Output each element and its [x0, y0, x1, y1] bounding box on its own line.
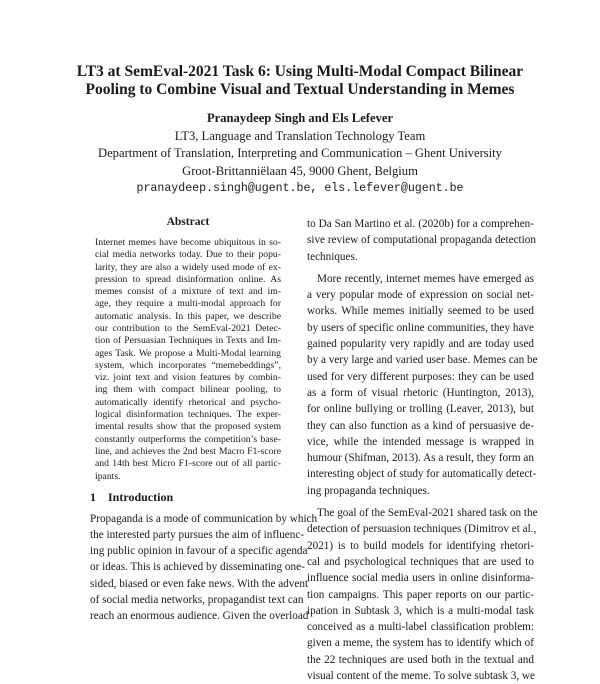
author-emails: pranaydeep.singh@ugent.be, els.lefever@ugent.be	[136, 182, 464, 195]
section-number: 1	[90, 489, 96, 504]
text-line: detection of persuasion techniques (Dimitrov et al.,	[307, 523, 537, 536]
right-paragraph-1	[307, 216, 534, 265]
text-line: ing public opinion in favour of a specific agenda	[90, 545, 308, 558]
text-line: a very popular mode of expression on social net-	[307, 289, 534, 302]
text-line: ing them with compact bilinear pooling, to	[95, 384, 281, 396]
text-line: for online bullying or trolling (Leaver, 2013), but	[307, 403, 534, 416]
text-line: More recently, internet memes have emerged as	[317, 272, 534, 285]
text-line: ipants.	[95, 470, 121, 482]
text-line: humour (Shifman, 2013). As a result, they form an	[307, 452, 534, 465]
text-line: sive review of computational propaganda detection	[307, 234, 536, 247]
text-line: given a meme, the system has to identify which of	[307, 637, 534, 650]
affiliation-department: Department of Translation, Interpreting and Communication – Ghent University	[98, 146, 502, 160]
text-line: used for very different purposes: they can be used	[307, 370, 534, 383]
text-line: Internet memes have become ubiquitous in so-	[95, 236, 281, 248]
right-column	[307, 216, 538, 684]
text-line: to Da San Martino et al. (2020b) for a comprehen-	[307, 218, 534, 230]
title-line-1: LT3 at SemEval-2021 Task 6: Using Multi-Modal Compact Bilinear	[76, 63, 524, 80]
text-line: as a form of visual rhetoric (Huntington, 2013),	[307, 386, 534, 399]
text-line: interesting object of study for automatically detect-	[307, 468, 537, 481]
text-line: vice, while the intended message is wrapped in	[307, 435, 534, 448]
text-line: tion of Persuasian Techniques in Texts and Im-	[95, 335, 281, 347]
left-column	[90, 216, 318, 624]
text-line: ages Task. We propose a Multi-Modal learning	[95, 347, 281, 359]
text-line: age, they require a multi-modal approach for	[95, 298, 281, 310]
text-line: cial media networks today. Due to their popu-	[95, 249, 281, 261]
introduction-paragraph	[90, 511, 318, 624]
text-line: they can also function as a kind of persuasive de-	[307, 419, 534, 432]
text-line: gained popularity very rapidly and are today used	[307, 338, 534, 351]
text-line: larity, they are also a widely used mode of ex-	[95, 261, 281, 273]
abstract-body	[90, 237, 286, 483]
text-line: Propaganda is a mode of communication by which	[90, 512, 318, 525]
text-line: techniques.	[307, 250, 358, 263]
paper-title	[40, 63, 560, 99]
author-block	[40, 110, 560, 198]
text-line: sided, biased or even fake news. With the advent	[90, 577, 309, 590]
text-line: cal and psychological techniques that are used to	[307, 555, 534, 568]
text-line: system, which incorporates “memebeddings”,	[95, 359, 281, 371]
text-line: pression to spread disinformation online. As	[95, 273, 281, 285]
text-line: 2021) is to build models for identifying rhetori-	[307, 539, 534, 552]
text-line: the interested party pursues the aim of influenc-	[90, 528, 305, 541]
text-line: the 22 techniques are used both in the textual and	[307, 653, 534, 666]
section-heading-introduction	[90, 491, 286, 505]
text-line: ipation in Subtask 3, which is a multi-modal task	[307, 604, 534, 617]
text-line: logical disinformation techniques. The exper-	[95, 409, 281, 421]
text-line: automatically identify rhetorical and psycho-	[95, 396, 281, 408]
text-line: visual content of the meme. To solve subtask 3, we	[307, 670, 535, 683]
text-line: influence social media users in online disinforma-	[307, 572, 534, 585]
text-line: imental results show that the proposed system	[95, 421, 281, 433]
text-line: memes consist of a mixture of text and im-	[95, 286, 281, 298]
text-line: ing propaganda techniques.	[307, 484, 430, 497]
abstract-heading: Abstract	[166, 216, 210, 228]
text-line: The goal of the SemEval-2021 shared task on the	[317, 507, 538, 520]
author-names: Pranaydeep Singh and Els Lefever	[206, 111, 394, 125]
text-line: or ideas. This is achieved by disseminating one-	[90, 561, 305, 574]
text-line: and 14th best Micro F1-score out of all partic-	[95, 458, 281, 470]
text-line: by a very large and varied user base. Memes can be	[307, 354, 538, 367]
right-paragraph-2	[307, 271, 538, 499]
section-title: Introduction	[108, 489, 174, 504]
text-line: works. While memes initially seemed to be used	[307, 305, 534, 318]
title-line-2: Pooling to Combine Visual and Textual Understanding in Memes	[85, 81, 515, 98]
text-line: constantly outperforms the competition’s base-	[95, 433, 281, 445]
text-line: our contribution to the SemEval-2021 Detec-	[95, 322, 281, 334]
text-line: line, and achieves the 2nd best Macro F1-score	[95, 445, 281, 457]
affiliation-address: Groot-Brittanniëlaan 45, 9000 Ghent, Belgium	[182, 163, 418, 178]
text-line: by users of specific online communities, they have	[307, 321, 534, 334]
text-line: of social media networks, propagandist text can	[90, 593, 304, 606]
text-line: reach an enormous audience. Given the overload	[90, 609, 309, 622]
affiliation-team: LT3, Language and Translation Technology Team	[174, 128, 426, 143]
text-line: viz. joint text and vision features by combin-	[95, 372, 281, 384]
text-line: automatic analysis. In this paper, we describe	[95, 310, 281, 322]
text-line: conceived as a multi-label classification problem:	[307, 621, 534, 634]
right-paragraph-3	[307, 505, 538, 684]
text-line: tion campaigns. This paper reports on our partic-	[307, 588, 534, 601]
